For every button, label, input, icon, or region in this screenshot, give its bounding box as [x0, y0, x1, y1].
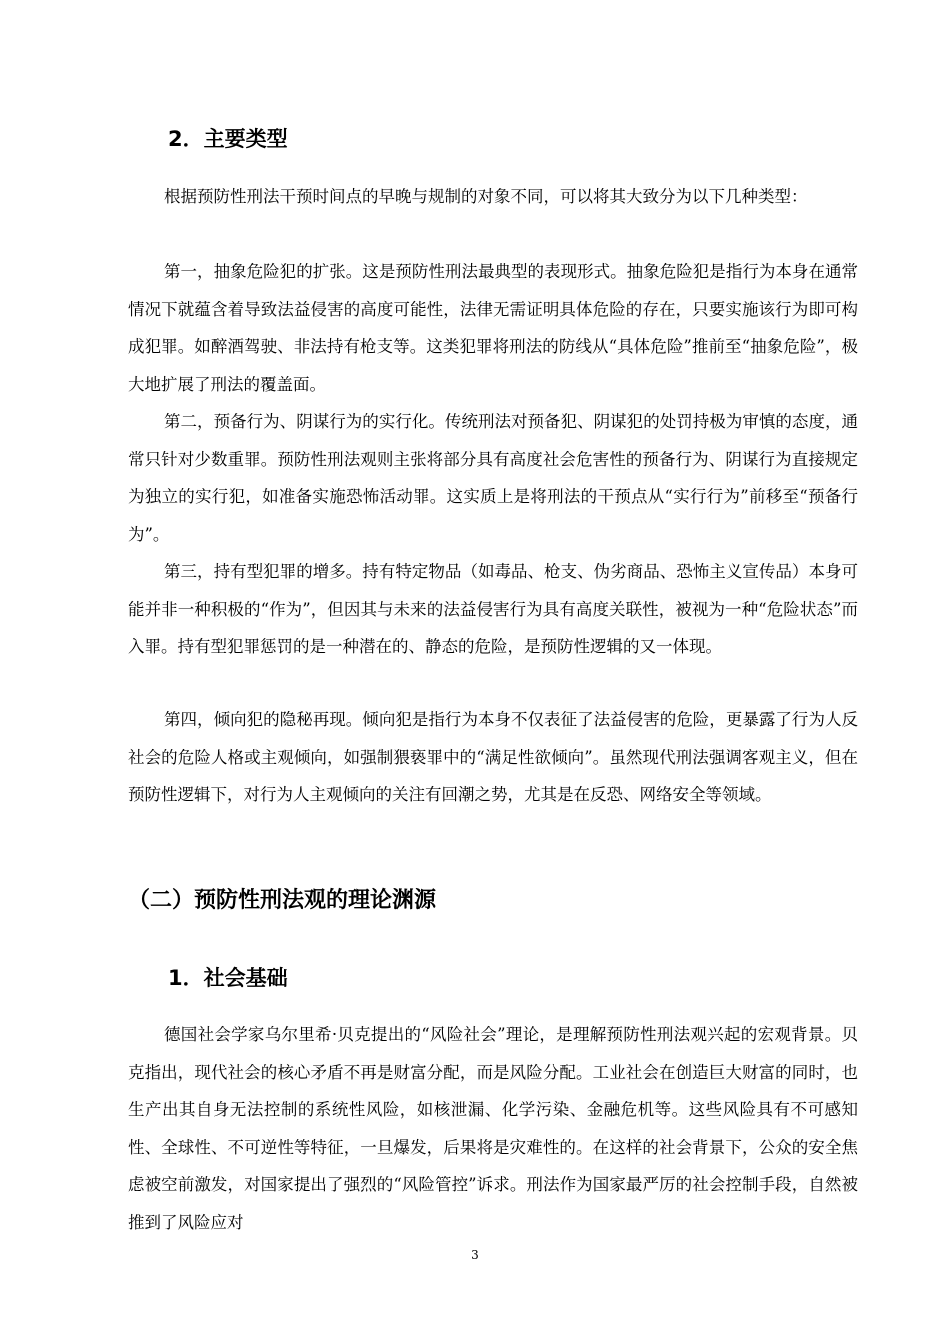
paragraph-type-second: 第二，预备行为、阴谋行为的实行化。传统刑法对预备犯、阴谋犯的处罚持极为审慎的态度，通常只针对少数重罪。预防性刑法观则主张将部分具有高度社会危害性的预备行为、阴谋行为直接规定为独立的实行犯，如准备实施恐怖活动罪。这实质上是将刑法的干预点从“实行行为”前移至“预备行为”。 [128, 412, 858, 544]
paragraph-type-first: 第一，抽象危险犯的扩张。这是预防性刑法最典型的表现形式。抽象危险犯是指行为本身在通常情况下就蕴含着导致法益侵害的高度可能性，法律无需证明具体危险的存在，只要实施该行为即可构成犯罪。如醉酒驾驶、非法持有枪支等。这类犯罪将刑法的防线从“具体危险”推前至“抽象危险”，极大地扩展了刑法的覆盖面。 [128, 262, 858, 394]
paragraph-type-third: 第三，持有型犯罪的增多。持有特定物品（如毒品、枪支、伪劣商品、恐怖主义宣传品）本身可能并非一种积极的“作为”，但因其与未来的法益侵害行为具有高度关联性，被视为一种“危险状态”而入罪。持有型犯罪惩罚的是一种潜在的、静态的危险，是预防性逻辑的又一体现。 [128, 562, 858, 656]
page-number: 3 [471, 1248, 479, 1262]
section-heading-theory-origins: （二）预防性刑法观的理论渊源 [128, 888, 437, 913]
paragraph-types-intro: 根据预防性刑法干预时间点的早晚与规制的对象不同，可以将其大致分为以下几种类型： [164, 187, 808, 206]
section-heading-main-types: 2．主要类型 [168, 127, 288, 151]
paragraph-social-basis: 德国社会学家乌尔里希·贝克提出的“风险社会”理论，是理解预防性刑法观兴起的宏观背景。贝克指出，现代社会的核心矛盾不再是财富分配，而是风险分配。工业社会在创造巨大财富的同时，也生产出其自身无法控制的系统性风险，如核泄漏、化学污染、金融危机等。这些风险具有不可感知性、全球性、不可逆性等特征，一旦爆发，后果将是灾难性的。在这样的社会背景下，公众的安全焦虑被空前激发，对国家提出了强烈的“风险管控”诉求。刑法作为国家最严厉的社会控制手段，自然被推到了风险应对 [128, 1025, 858, 1232]
subsection-heading-social-basis: 1．社会基础 [168, 966, 288, 990]
paragraph-type-fourth: 第四，倾向犯的隐秘再现。倾向犯是指行为本身不仅表征了法益侵害的危险，更暴露了行为人反社会的危险人格或主观倾向，如强制猥亵罪中的“满足性欲倾向”。虽然现代刑法强调客观主义，但在预防性逻辑下，对行为人主观倾向的关注有回潮之势，尤其是在反恐、网络安全等领域。 [128, 710, 858, 804]
